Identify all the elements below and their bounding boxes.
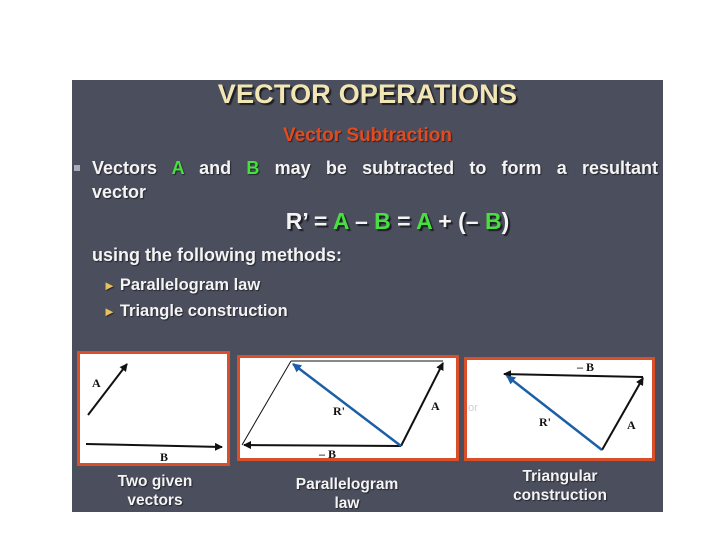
intro-paragraph <box>92 156 658 204</box>
given-label-b: B <box>160 450 169 463</box>
subtraction-formula <box>72 208 663 235</box>
caption-parallelogram-line-2: law <box>334 495 360 512</box>
figure-parallelogram <box>237 355 459 461</box>
parallelogram-label-b: – B <box>319 447 337 458</box>
formula-minus: – <box>348 208 375 234</box>
parallelogram-resultant <box>293 364 401 446</box>
vector-a-label: A <box>171 158 184 178</box>
caption-given-vectors <box>100 472 210 510</box>
caption-triangle-line-1: Triangular <box>522 468 598 485</box>
formula-a1: A <box>332 208 349 234</box>
intro-line-1 <box>92 156 658 180</box>
triangle-label-b: – B <box>577 360 595 374</box>
triangle-label-r: R' <box>539 415 551 429</box>
slide-title: VECTOR OPERATIONS <box>217 80 518 109</box>
given-label-a: A <box>92 376 101 390</box>
caption-given-line-2: vectors <box>127 492 183 509</box>
slide <box>72 80 663 512</box>
or-text: or <box>468 402 478 414</box>
formula-b2: B <box>484 208 502 234</box>
method-label-2: Triangle construction <box>119 302 288 320</box>
method-item-1 <box>103 276 260 295</box>
caption-parallelogram-line-1: Parallelogram <box>295 476 399 493</box>
formula-equals: = <box>390 208 417 234</box>
figure-triangle <box>464 357 655 461</box>
parallelogram-left-edge <box>242 361 291 445</box>
figure-given-vectors <box>77 351 230 466</box>
stray-dot <box>497 438 499 440</box>
triangle-label-a: A <box>627 418 636 432</box>
triangle-bullet-icon: ► <box>103 304 116 319</box>
method-item-2 <box>103 302 288 321</box>
parallelogram-label-r: R' <box>333 404 345 418</box>
caption-triangle <box>490 467 630 505</box>
formula-b1: B <box>374 208 391 234</box>
text-vector: vector <box>92 182 147 202</box>
triangle-vector-a <box>602 378 643 450</box>
text-and: and <box>183 158 247 178</box>
triangle-diagram <box>467 360 652 458</box>
vector-b-label: B <box>246 158 260 178</box>
caption-given-line-1: Two given <box>117 473 193 490</box>
triangle-resultant <box>507 376 602 450</box>
caption-triangle-line-2: construction <box>513 487 607 504</box>
bullet-square-icon <box>74 165 80 171</box>
caption-parallelogram <box>277 475 417 512</box>
formula-plus-neg: + (– <box>431 208 485 234</box>
parallelogram-diagram <box>240 358 456 458</box>
formula-a2: A <box>416 208 432 234</box>
methods-intro: using the following methods: <box>92 245 342 265</box>
vector-b-arrow <box>86 444 222 447</box>
method-label-1: Parallelogram law <box>119 276 261 294</box>
formula-close: ) <box>501 208 510 234</box>
formula-r: R’ = <box>285 208 333 234</box>
triangle-vector-neg-b <box>504 374 643 377</box>
text-vectors: Vectors <box>92 158 172 178</box>
text-subtracted: may be subtracted to form a resultant <box>259 158 658 178</box>
parallelogram-label-a: A <box>431 399 440 413</box>
given-vectors-diagram <box>80 354 227 463</box>
triangle-bullet-icon: ► <box>103 278 116 293</box>
parallelogram-vector-neg-b <box>244 445 401 446</box>
slide-subtitle: Vector Subtraction <box>283 125 452 146</box>
